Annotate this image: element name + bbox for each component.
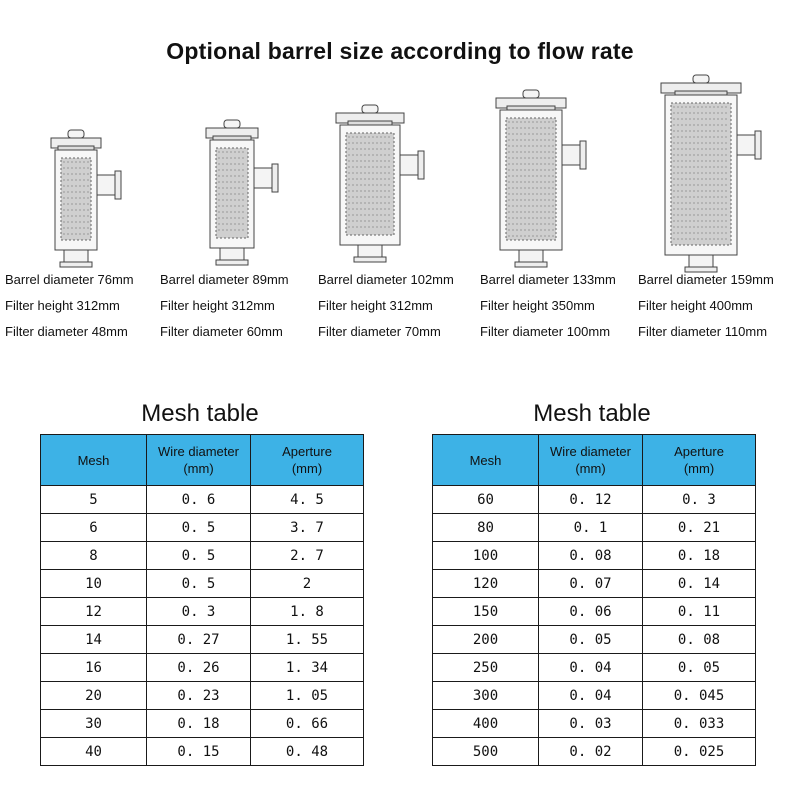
- filter-5-height: Filter height 400mm: [638, 298, 753, 313]
- aperture-cell: 0. 11: [643, 598, 756, 626]
- wire-diameter-header-unit: (mm): [575, 461, 606, 476]
- table-row: [433, 598, 756, 626]
- mesh-cell: 8: [41, 542, 147, 570]
- aperture-cell: 1. 8: [251, 598, 364, 626]
- mesh-cell: 14: [41, 626, 147, 654]
- table-row: [433, 710, 756, 738]
- wire-diameter-cell: 0. 04: [539, 654, 643, 682]
- mesh-cell: 60: [433, 486, 539, 514]
- mesh-table-1: [40, 434, 364, 766]
- wire-diameter-cell: 0. 05: [539, 626, 643, 654]
- wire-diameter-cell: 0. 08: [539, 542, 643, 570]
- filter-4-diameter: Filter diameter 100mm: [480, 324, 611, 339]
- mesh-cell: 500: [433, 738, 539, 766]
- wire-diameter-cell: 0. 27: [147, 626, 251, 654]
- aperture-cell: 2. 7: [251, 542, 364, 570]
- aperture-cell: 1. 55: [251, 626, 364, 654]
- aperture-cell: 0. 05: [643, 654, 756, 682]
- wire-diameter-header: [147, 435, 251, 486]
- wire-diameter-cell: 0. 3: [147, 598, 251, 626]
- aperture-cell: 0. 3: [643, 486, 756, 514]
- table-row: [41, 514, 364, 542]
- wire-diameter-cell: 0. 06: [539, 598, 643, 626]
- aperture-cell: 1. 34: [251, 654, 364, 682]
- mesh-cell: 5: [41, 486, 147, 514]
- aperture-cell: 1. 05: [251, 682, 364, 710]
- mesh-cell: 300: [433, 682, 539, 710]
- mesh-cell: 250: [433, 654, 539, 682]
- wire-diameter-header-unit: (mm): [183, 461, 214, 476]
- wire-diameter-cell: 0. 23: [147, 682, 251, 710]
- mesh-header: Mesh: [433, 435, 539, 486]
- table-row: [433, 654, 756, 682]
- aperture-cell: 0. 18: [643, 542, 756, 570]
- table-row: [41, 570, 364, 598]
- aperture-header-label: Aperture: [282, 444, 332, 459]
- wire-diameter-cell: 0. 12: [539, 486, 643, 514]
- filter-2-barrel: Barrel diameter 89mm: [160, 272, 289, 287]
- wire-diameter-cell: 0. 18: [147, 710, 251, 738]
- filter-2-diameter: Filter diameter 60mm: [160, 324, 283, 339]
- filter-3-height: Filter height 312mm: [318, 298, 433, 313]
- mesh-cell: 30: [41, 710, 147, 738]
- table-row: [433, 738, 756, 766]
- aperture-cell: 0. 045: [643, 682, 756, 710]
- wire-diameter-cell: 0. 1: [539, 514, 643, 542]
- filter-1-diameter: Filter diameter 48mm: [5, 324, 128, 339]
- mesh-table-2-title: Mesh table: [533, 400, 651, 427]
- wire-diameter-cell: 0. 07: [539, 570, 643, 598]
- mesh-header: Mesh: [41, 435, 147, 486]
- table-row: [41, 738, 364, 766]
- wire-diameter-header-label: Wire diameter: [158, 444, 239, 459]
- aperture-cell: 0. 025: [643, 738, 756, 766]
- mesh-cell: 10: [41, 570, 147, 598]
- table-row: [41, 654, 364, 682]
- table-row: [41, 710, 364, 738]
- filter-3-diameter: Filter diameter 70mm: [318, 324, 441, 339]
- mesh-cell: 120: [433, 570, 539, 598]
- mesh-cell: 16: [41, 654, 147, 682]
- aperture-cell: 4. 5: [251, 486, 364, 514]
- mesh-table-header: [41, 435, 364, 486]
- mesh-cell: 150: [433, 598, 539, 626]
- wire-diameter-cell: 0. 03: [539, 710, 643, 738]
- mesh-cell: 200: [433, 626, 539, 654]
- wire-diameter-cell: 0. 5: [147, 514, 251, 542]
- table-row: [41, 682, 364, 710]
- mesh-cell: 80: [433, 514, 539, 542]
- wire-diameter-cell: 0. 15: [147, 738, 251, 766]
- table-row: [41, 486, 364, 514]
- mesh-cell: 20: [41, 682, 147, 710]
- mesh-cell: 400: [433, 710, 539, 738]
- wire-diameter-cell: 0. 04: [539, 682, 643, 710]
- table-row: [41, 598, 364, 626]
- wire-diameter-cell: 0. 5: [147, 542, 251, 570]
- wire-diameter-cell: 0. 5: [147, 570, 251, 598]
- aperture-header-unit: (mm): [683, 461, 715, 476]
- table-row: [41, 542, 364, 570]
- page-title: Optional barrel size according to flow rate: [166, 38, 634, 64]
- wire-diameter-header: [539, 435, 643, 486]
- filter-3-barrel: Barrel diameter 102mm: [318, 272, 454, 287]
- filter-5-barrel: Barrel diameter 159mm: [638, 272, 774, 287]
- mesh-table-2: [432, 434, 756, 766]
- aperture-cell: 2: [251, 570, 364, 598]
- aperture-cell: 3. 7: [251, 514, 364, 542]
- aperture-header: [643, 435, 756, 486]
- mesh-cell: 40: [41, 738, 147, 766]
- aperture-cell: 0. 08: [643, 626, 756, 654]
- table-row: [433, 542, 756, 570]
- table-row: [433, 682, 756, 710]
- filter-2-height: Filter height 312mm: [160, 298, 275, 313]
- table-row: [433, 570, 756, 598]
- aperture-header-label: Aperture: [674, 444, 724, 459]
- filter-5-diameter: Filter diameter 110mm: [638, 324, 768, 339]
- table-row: [41, 626, 364, 654]
- wire-diameter-header-label: Wire diameter: [550, 444, 631, 459]
- table-row: [433, 486, 756, 514]
- aperture-header-unit: (mm): [291, 461, 323, 476]
- aperture-cell: 0. 033: [643, 710, 756, 738]
- mesh-cell: 100: [433, 542, 539, 570]
- aperture-header: [251, 435, 364, 486]
- table-row: [433, 626, 756, 654]
- aperture-cell: 0. 21: [643, 514, 756, 542]
- mesh-cell: 12: [41, 598, 147, 626]
- mesh-table-header: [433, 435, 756, 486]
- filter-4-height: Filter height 350mm: [480, 298, 595, 313]
- filter-1-height: Filter height 312mm: [5, 298, 120, 313]
- filter-1-barrel: Barrel diameter 76mm: [5, 272, 134, 287]
- wire-diameter-cell: 0. 26: [147, 654, 251, 682]
- aperture-cell: 0. 48: [251, 738, 364, 766]
- wire-diameter-cell: 0. 6: [147, 486, 251, 514]
- mesh-cell: 6: [41, 514, 147, 542]
- aperture-cell: 0. 14: [643, 570, 756, 598]
- aperture-cell: 0. 66: [251, 710, 364, 738]
- wire-diameter-cell: 0. 02: [539, 738, 643, 766]
- table-row: [433, 514, 756, 542]
- filter-4-barrel: Barrel diameter 133mm: [480, 272, 616, 287]
- mesh-table-1-title: Mesh table: [141, 400, 259, 427]
